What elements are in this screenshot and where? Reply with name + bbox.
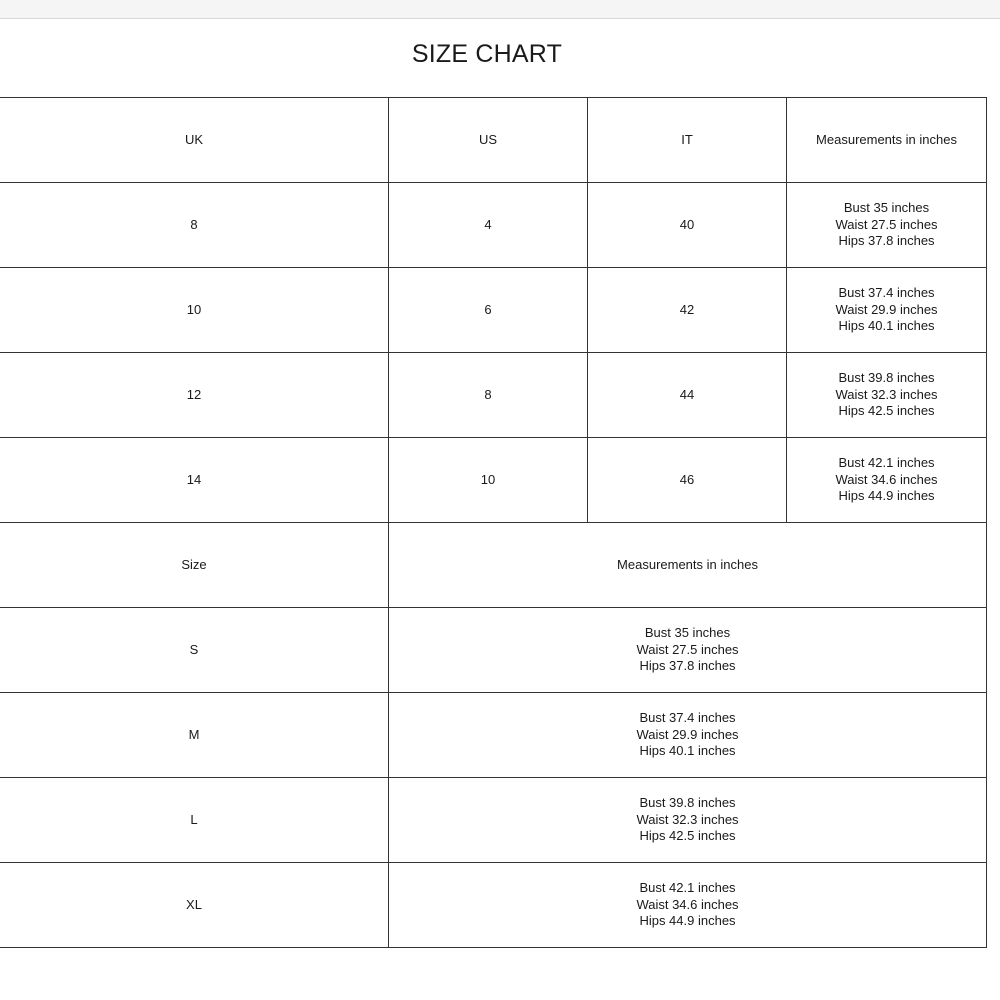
measurement-waist: Waist 34.6 inches [835, 471, 938, 487]
table-row [0, 778, 987, 863]
measurement-waist: Waist 27.5 inches [636, 641, 739, 657]
measurement-hips: Hips 42.5 inches [639, 828, 736, 844]
measurement-bust: Bust 35 inches [843, 200, 930, 216]
table-row [0, 438, 987, 523]
cell-uk: 10 [0, 268, 389, 353]
measurement-hips: Hips 40.1 inches [838, 318, 935, 334]
cell-us: 8 [389, 353, 588, 438]
measurement-waist: Waist 34.6 inches [636, 896, 739, 912]
measurement-hips: Hips 44.9 inches [639, 913, 736, 929]
cell-size: M [0, 693, 389, 778]
cell-it: 46 [588, 438, 787, 523]
measurement-bust: Bust 35 inches [644, 625, 731, 641]
measurement-hips: Hips 37.8 inches [639, 658, 736, 674]
column-header-it: IT [588, 98, 787, 183]
cell-measurements [787, 268, 987, 353]
cell-measurements [787, 183, 987, 268]
measurement-waist: Waist 29.9 inches [835, 301, 938, 317]
measurement-bust: Bust 42.1 inches [838, 455, 935, 471]
column-header-measurements: Measurements in inches [389, 523, 987, 608]
cell-size: S [0, 608, 389, 693]
cell-it: 42 [588, 268, 787, 353]
measurement-bust: Bust 39.8 inches [639, 795, 736, 811]
measurement-hips: Hips 40.1 inches [639, 743, 736, 759]
measurement-waist: Waist 27.5 inches [835, 216, 938, 232]
measurement-waist: Waist 32.3 inches [636, 811, 739, 827]
cell-measurements [389, 693, 987, 778]
measurement-bust: Bust 37.4 inches [838, 285, 935, 301]
table-row [0, 183, 987, 268]
cell-measurements [787, 353, 987, 438]
table-row [0, 268, 987, 353]
cell-size: XL [0, 863, 389, 948]
cell-uk: 14 [0, 438, 389, 523]
column-header-uk: UK [0, 98, 389, 183]
cell-uk: 8 [0, 183, 389, 268]
cell-measurements [787, 438, 987, 523]
cell-us: 6 [389, 268, 588, 353]
measurement-bust: Bust 37.4 inches [639, 710, 736, 726]
column-header-measurements: Measurements in inches [787, 98, 987, 183]
measurement-hips: Hips 42.5 inches [838, 403, 935, 419]
column-header-us: US [389, 98, 588, 183]
table-row [0, 608, 987, 693]
browser-top-bar [0, 0, 1000, 19]
table-row [0, 693, 987, 778]
cell-measurements [389, 863, 987, 948]
table-header-row [0, 523, 987, 608]
cell-it: 44 [588, 353, 787, 438]
table-row [0, 353, 987, 438]
cell-measurements [389, 778, 987, 863]
measurement-bust: Bust 39.8 inches [838, 370, 935, 386]
measurement-waist: Waist 29.9 inches [636, 726, 739, 742]
cell-us: 10 [389, 438, 588, 523]
cell-size: L [0, 778, 389, 863]
measurement-hips: Hips 37.8 inches [838, 233, 935, 249]
cell-us: 4 [389, 183, 588, 268]
page-title: SIZE CHART [411, 40, 563, 68]
table-header-row [0, 98, 987, 183]
size-chart-table [0, 97, 987, 948]
measurement-hips: Hips 44.9 inches [838, 488, 935, 504]
column-header-size: Size [0, 523, 389, 608]
measurement-bust: Bust 42.1 inches [639, 880, 736, 896]
table-row [0, 863, 987, 948]
measurement-waist: Waist 32.3 inches [835, 386, 938, 402]
cell-uk: 12 [0, 353, 389, 438]
cell-measurements [389, 608, 987, 693]
cell-it: 40 [588, 183, 787, 268]
